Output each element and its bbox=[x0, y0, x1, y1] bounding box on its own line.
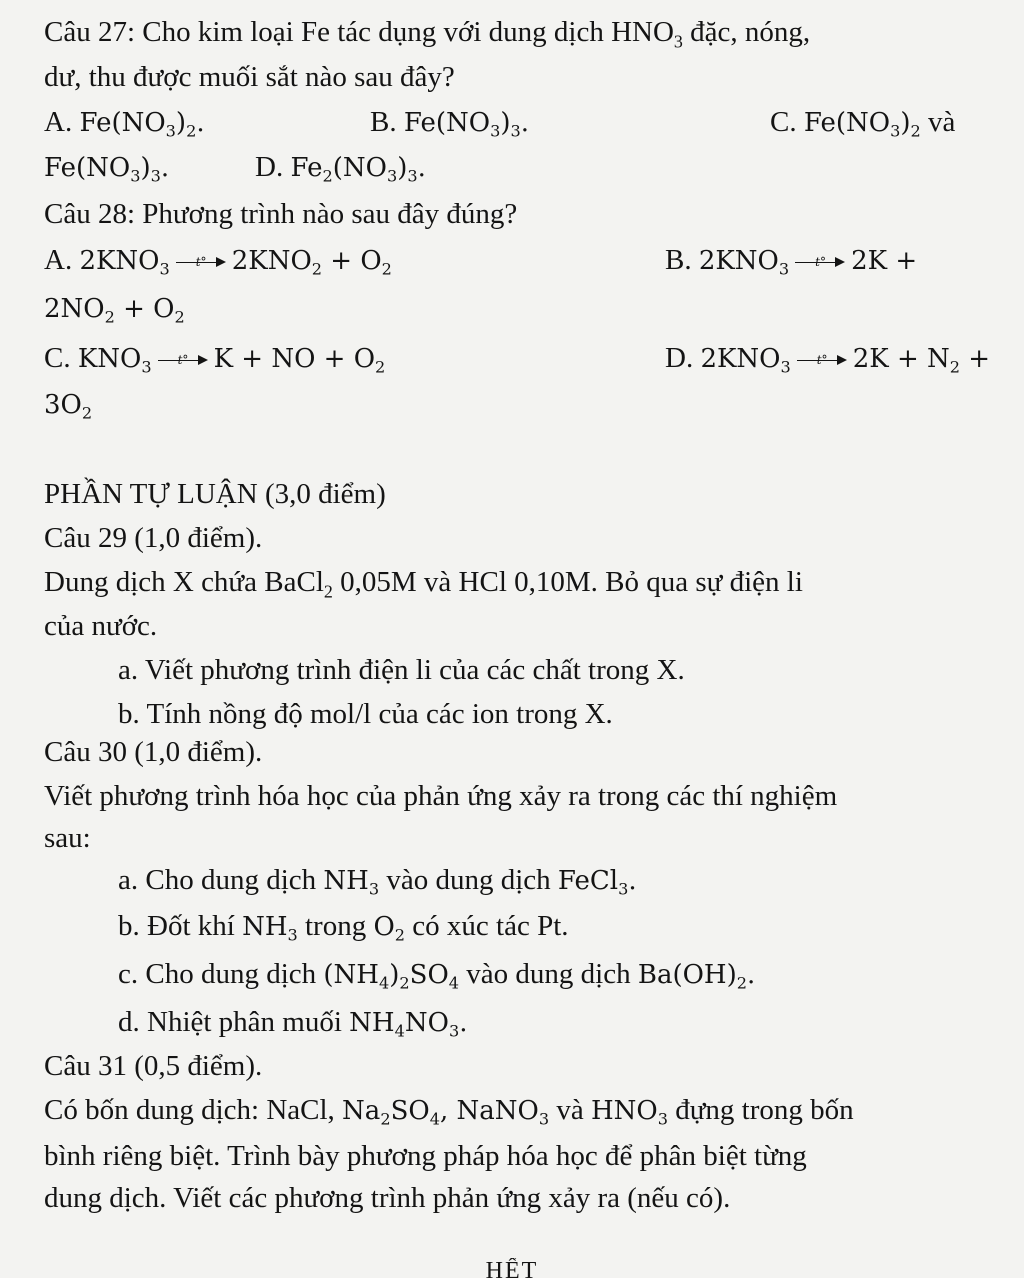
q31-text-line2: bình riêng biệt. Trình bày phương pháp hóa học để phân biệt từng bbox=[44, 1140, 807, 1172]
option-label: A. bbox=[44, 106, 73, 138]
formula: $Fe(NO_3)_3$. bbox=[403, 108, 529, 141]
end-marker: HẾT bbox=[485, 1258, 539, 1278]
formula: $NH_3$ bbox=[323, 866, 380, 899]
option-text: và bbox=[927, 106, 956, 138]
q28-option-d-cont bbox=[44, 384, 92, 425]
text: trong bbox=[305, 910, 367, 942]
option-label: D. bbox=[665, 342, 694, 374]
text: a. Cho dung dịch bbox=[118, 864, 317, 896]
formula: $Ba(OH)_2$. bbox=[637, 960, 756, 993]
q27-option-a bbox=[44, 102, 205, 143]
q29-text-b: 0,05M và HCl 0,10M. Bỏ qua sự điện li bbox=[332, 566, 803, 598]
q31-text bbox=[44, 1090, 854, 1131]
formula: $Fe(NO_3)_2$. bbox=[79, 108, 205, 141]
option-label: C. bbox=[770, 106, 797, 138]
q31-title: Câu 31 (0,5 điểm). bbox=[44, 1050, 263, 1082]
q27-option-c bbox=[770, 102, 955, 143]
q27-option-c-cont bbox=[44, 147, 169, 188]
q27-stem-sub: 3 bbox=[673, 31, 683, 52]
text: vào dung dịch bbox=[466, 958, 631, 990]
reaction-arrow-icon: t° bbox=[158, 350, 208, 370]
formula: $(NH_4)_2SO_4$ bbox=[323, 960, 460, 993]
q27-stem-line2: dư, thu được muối sắt nào sau đây? bbox=[44, 61, 455, 93]
text: c. Cho dung dịch bbox=[118, 958, 317, 990]
q28-stem: Câu 28: Phương trình nào sau đây đúng? bbox=[44, 198, 518, 230]
q31-text-line3: dung dịch. Viết các phương trình phản ứng xảy ra (nếu có). bbox=[44, 1182, 731, 1214]
reaction-arrow-icon: t° bbox=[795, 252, 845, 272]
q30-text: Viết phương trình hóa học của phản ứng xảy ra trong các thí nghiệm bbox=[44, 780, 838, 812]
q28-option-d bbox=[665, 338, 990, 379]
q28-option-b-cont bbox=[44, 288, 185, 329]
q30-part-b bbox=[118, 906, 569, 947]
formula: $Fe_2(NO_3)_3$. bbox=[290, 153, 426, 186]
option-label: D. bbox=[255, 151, 284, 183]
equation: $2KNO_3$ t° $2KNO_2 + O_2$ bbox=[79, 246, 392, 279]
section-title: PHẦN TỰ LUẬN (3,0 điểm) bbox=[44, 478, 386, 510]
formula: FeCl$_3$. bbox=[557, 866, 637, 899]
text: b. Đốt khí bbox=[118, 910, 235, 942]
q27-stem bbox=[44, 12, 810, 52]
q30-part-a bbox=[118, 860, 637, 901]
q27-stem-text: Câu 27: Cho kim loại Fe tác dụng với dung dịch HNO bbox=[44, 16, 674, 48]
formula: $NH_4NO_3$. bbox=[349, 1008, 468, 1041]
text: và bbox=[556, 1094, 584, 1126]
q30-text-line2: sau: bbox=[44, 822, 91, 854]
text: có xúc tác Pt. bbox=[412, 910, 569, 942]
q30-title: Câu 30 (1,0 điểm). bbox=[44, 736, 263, 768]
formula: $O_2$ bbox=[373, 912, 406, 945]
q30-part-d bbox=[118, 1002, 467, 1043]
text: đựng trong bốn bbox=[675, 1094, 854, 1126]
formula: $Na_2SO_4$, NaNO$_3$ bbox=[342, 1096, 550, 1129]
option-label: B. bbox=[370, 106, 397, 138]
reaction-arrow-icon: t° bbox=[176, 252, 226, 272]
formula: $HNO_3$ bbox=[590, 1096, 668, 1129]
formula: $Fe(NO_3)_3$. bbox=[44, 153, 170, 186]
q29-text bbox=[44, 562, 803, 602]
q27-option-b bbox=[370, 102, 529, 143]
formula: $NH_3$ bbox=[242, 912, 298, 945]
text: Có bốn dung dịch: NaCl, bbox=[44, 1094, 335, 1126]
q28-option-a bbox=[44, 240, 392, 281]
q27-option-d bbox=[255, 147, 426, 188]
equation: $2KNO_3$ t° 2K + bbox=[698, 246, 918, 279]
equation: $3O_2$ bbox=[44, 390, 93, 423]
formula: $Fe(NO_3)_2$ bbox=[803, 108, 921, 141]
option-label: A. bbox=[44, 244, 73, 276]
equation: $2NO_2 + O_2$ bbox=[44, 294, 185, 327]
q29-title: Câu 29 (1,0 điểm). bbox=[44, 522, 263, 554]
reaction-arrow-icon: t° bbox=[797, 350, 847, 370]
q27-stem-text-end: đặc, nóng, bbox=[682, 16, 811, 48]
q29-part-a: a. Viết phương trình điện li của các chất trong X. bbox=[118, 654, 685, 686]
q29-text-a: Dung dịch X chứa BaCl bbox=[44, 566, 324, 598]
q29-sub: 2 bbox=[323, 581, 333, 602]
text: vào dung dịch bbox=[386, 864, 551, 896]
q29-part-b: b. Tính nồng độ mol/l của các ion trong X. bbox=[118, 698, 613, 730]
equation: $KNO_3$ t° K + NO + $O_2$ bbox=[77, 344, 386, 377]
q29-text-line2: của nước. bbox=[44, 610, 158, 642]
equation: $2KNO_3$ t° $2K + N_2$ + bbox=[700, 344, 991, 377]
option-label: C. bbox=[44, 342, 71, 374]
option-label: B. bbox=[665, 244, 692, 276]
q28-option-b bbox=[665, 240, 917, 281]
q30-part-c bbox=[118, 954, 755, 995]
q28-option-c bbox=[44, 338, 385, 379]
text: d. Nhiệt phân muối bbox=[118, 1006, 342, 1038]
